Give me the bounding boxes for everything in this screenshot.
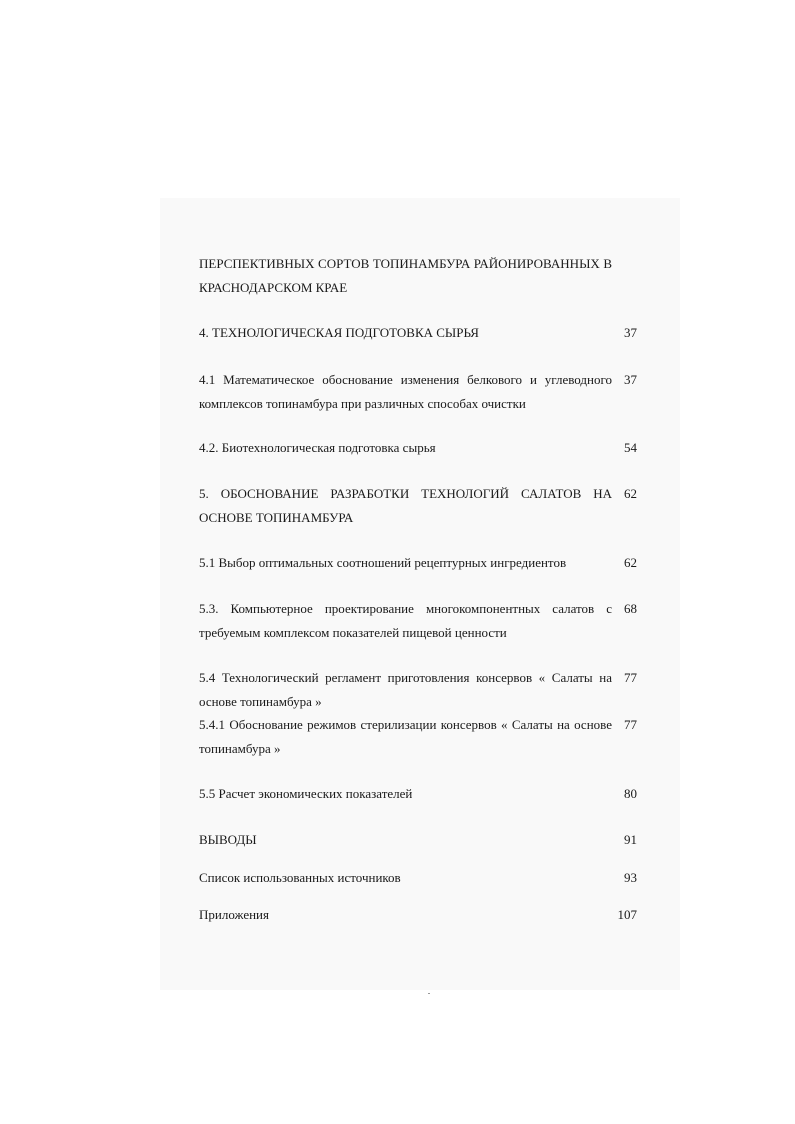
toc-entry-page: 77 xyxy=(624,670,637,685)
toc-entry-title: Список использованных источников xyxy=(199,870,401,885)
toc-entry-title: ВЫВОДЫ xyxy=(199,832,257,847)
toc-entry xyxy=(199,436,637,460)
toc-entry-title: 5.5 Расчет экономических показателей xyxy=(199,786,413,801)
toc-entry-page: 91 xyxy=(624,832,637,847)
toc-entry-title: ПЕРСПЕКТИВНЫХ СОРТОВ ТОПИНАМБУРА РАЙОНИРОВАННЫХ В КРАСНОДАРСКОМ КРАЕ xyxy=(199,256,612,295)
toc-entry-page: 77 xyxy=(624,717,637,732)
toc-entry xyxy=(199,597,637,645)
toc-entry xyxy=(199,866,637,890)
scan-speck xyxy=(428,993,430,994)
toc-entry-title: 5.3. Компьютерное проектирование многокомпонентных салатов с требуемым комплексом показателей пищевой ценности xyxy=(199,601,612,640)
toc-entry-page: 93 xyxy=(624,870,637,885)
toc-entry-page: 62 xyxy=(624,555,637,570)
toc-entry xyxy=(199,321,637,345)
toc-entry-title: Приложения xyxy=(199,907,269,922)
toc-entry xyxy=(199,828,637,852)
toc-entry-page: 37 xyxy=(624,372,637,387)
toc-entry-title: 5.4 Технологический регламент приготовления консервов « Салаты на основе топинамбура » xyxy=(199,670,612,709)
toc-entry xyxy=(199,782,637,806)
toc-entry xyxy=(199,903,637,927)
toc-entry xyxy=(199,252,637,300)
toc-entry xyxy=(199,666,637,714)
toc-entry-page: 62 xyxy=(624,486,637,501)
toc-entry-title: 5.1 Выбор оптимальных соотношений рецептурных ингредиентов xyxy=(199,555,567,570)
toc-entry-title: 4.1 Математическое обоснование изменения белкового и углеводного комплексов топинамбура при различных способах очистки xyxy=(199,372,612,411)
toc-entry-title: 4.2. Биотехнологическая подготовка сырья xyxy=(199,440,436,455)
toc-entry-page: 80 xyxy=(624,786,637,801)
toc-entry-page: 68 xyxy=(624,601,637,616)
toc-entry-page: 37 xyxy=(624,325,637,340)
toc-entry-title: 5.4.1 Обоснование режимов стерилизации консервов « Салаты на основе топинамбура » xyxy=(199,717,612,756)
toc-entry-page: 107 xyxy=(617,907,637,922)
toc-entry xyxy=(199,551,637,575)
toc-entry-title: 4. ТЕХНОЛОГИЧЕСКАЯ ПОДГОТОВКА СЫРЬЯ xyxy=(199,325,479,340)
toc-entry-page: 54 xyxy=(624,440,637,455)
toc-entry xyxy=(199,482,637,530)
toc-entry xyxy=(199,713,637,761)
toc-entry-title: 5. ОБОСНОВАНИЕ РАЗРАБОТКИ ТЕХНОЛОГИЙ САЛАТОВ НА ОСНОВЕ ТОПИНАМБУРА xyxy=(199,486,612,525)
toc-entry xyxy=(199,368,637,416)
